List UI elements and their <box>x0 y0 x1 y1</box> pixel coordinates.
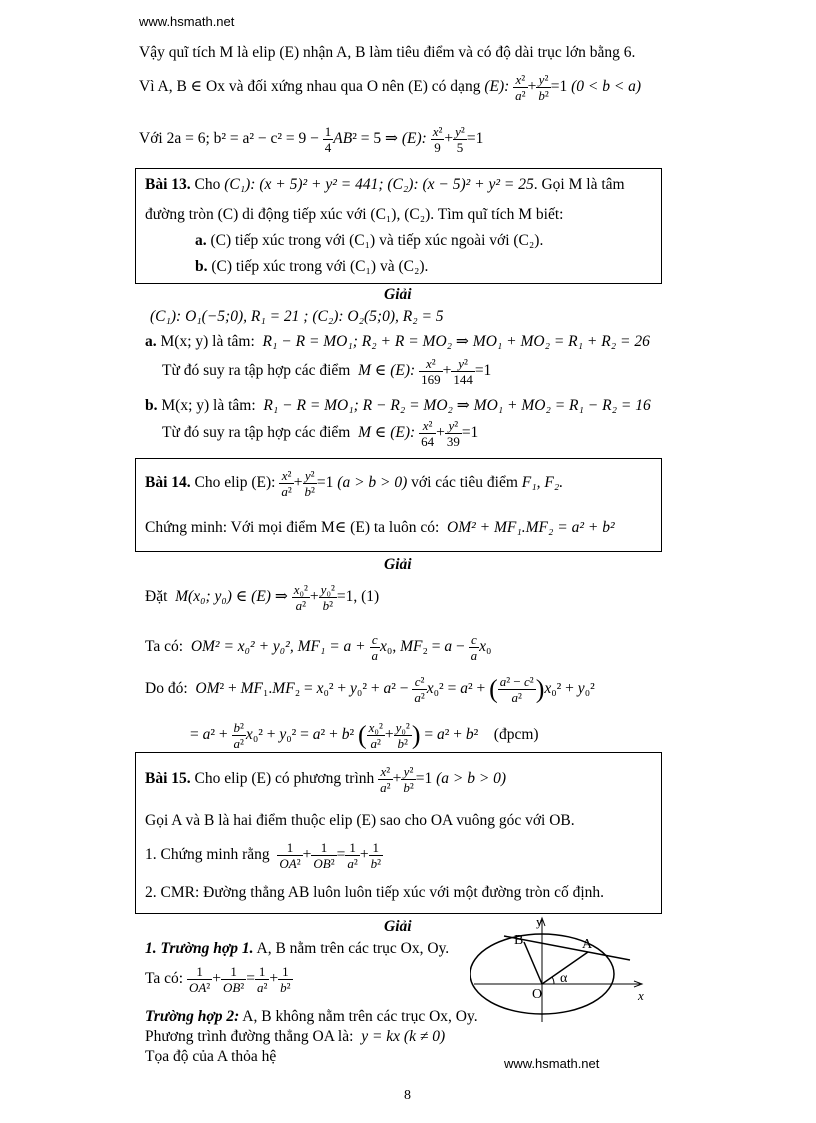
solution-13-a-text: M(x; y) là tâm: <box>160 333 255 350</box>
solution-14-final: = a² + $\frac{\text{b²}}{\text{a²}}$ x₀² + y₀² = a² + b² ( $\frac{\text{x₀²}}{\text{a²}}$ + $\frac{\text{y₀²}}{\text{b²}}$ ) = a² + b² (đpcm) <box>190 720 539 751</box>
problem-14-foci: F₁, F₂. <box>521 474 564 492</box>
intro-line2-cond: (0 < b < a) <box>571 78 642 96</box>
problem-15-line1: Bài 15. Cho elip (E) có phương trình $\frac{\text{x²}}{\text{a²}}$ + $\frac{\text{y²}}{\text{b²}}$ =1 (a > b > 0) <box>145 764 507 795</box>
solution-13-b-concl-text: Từ đó suy ra tập hợp các điểm <box>162 424 351 442</box>
problem-14-line2-math: OM² + MF₁.MF₂ = a² + b² <box>447 519 615 536</box>
solution-13-line1: (C₁): O₁(−5;0), R₁ = 21 ; (C₂): O₂(5;0), R₂ = 5 <box>150 308 444 325</box>
problem-15-line2: Gọi A và B là hai điểm thuộc elip (E) sao cho OA vuông góc với OB. <box>145 812 575 829</box>
solution-13-b-text: M(x; y) là tâm: <box>161 397 256 414</box>
intro-line1: Vậy quĩ tích M là elip (E) nhận A, B làm tiêu điểm và có độ dài trục lớn bằng 6. <box>139 44 636 61</box>
angle-arc <box>552 977 554 984</box>
solution-14-title: Giải <box>384 556 412 573</box>
problem-13-a-text: (C) tiếp xúc trong với (C₁) và tiếp xúc ngoài với (C₂). <box>210 232 544 249</box>
solution-13-a-label: a. <box>145 333 157 350</box>
solution-15-line-oa-text: Phương trình đường thẳng OA là: <box>145 1028 354 1045</box>
solution-15-case2-label: Trường hợp 2: <box>145 1008 240 1025</box>
problem-13-post: . Gọi M là tâm <box>533 176 625 193</box>
problem-13-b-text: (C) tiếp xúc trong với (C₁) và (C₂). <box>211 258 429 275</box>
header-site: www.hsmath.net <box>139 14 235 29</box>
solution-15-line-oa <box>145 1028 445 1046</box>
label-a: A <box>582 937 593 952</box>
problem-13-b-label: b. <box>195 258 208 275</box>
intro-line3: Với 2a = 6; b² = a² − c² = 9 − $\frac{1}{4}$ AB² = 5 ⇒ (E): $\frac{\text{x²}}{9}$ + $\frac{\text{y²}}{5}$ =1 <box>139 124 484 155</box>
solution-15-case2 <box>145 1008 478 1026</box>
solution-14-dpcm: (đpcm) <box>493 726 539 744</box>
label-o: O <box>532 987 543 1002</box>
intro-line2: Vì A, B ∈ Ox và đối xứng nhau qua O nên (E) có dạng (E): $\frac{\text{x²}}{\text{a²}}$ + $\frac{\text{y²}}{\text{b²}}$ =1 (0 < b < a) <box>139 72 642 103</box>
problem-13-eq2: (C₂): (x − 5)² + y² = 25 <box>387 176 534 193</box>
problem-15-label: Bài 15. <box>145 770 191 788</box>
solution-13-b-label: b. <box>145 397 158 414</box>
problem-13-b <box>195 258 428 276</box>
solution-13-title: Giải <box>384 286 412 303</box>
solution-15-toado: Tọa độ của A thỏa hệ <box>145 1048 277 1065</box>
problem-15-line4: 2. CMR: Đường thẳng AB luôn luôn tiếp xúc với một đường tròn cố định. <box>145 884 605 901</box>
problem-15-line3: 1. Chứng minh rằng $\frac{1}{\text{OA²}}$ + $\frac{1}{\text{OB²}}$ = $\frac{1}{\text{a²}}$ + $\frac{1}{\text{b²}}$ <box>145 840 381 871</box>
intro-line3-text: Với 2a = 6; b² = a² − c² = 9 − <box>139 130 319 148</box>
solution-15-case1-text: A, B nằm trên các trục Ox, Oy. <box>256 940 450 957</box>
problem-14-label: Bài 14. <box>145 474 191 492</box>
solution-13-b-concl: Từ đó suy ra tập hợp các điểm M ∈ (E): $\frac{\text{x²}}{64}$ + $\frac{\text{y²}}{39}$ =1 <box>162 418 479 449</box>
solution-15-case1 <box>145 940 449 958</box>
solution-15-case1-label: 1. Trường hợp 1. <box>145 940 254 957</box>
problem-14-line2-text: Chứng minh: Với mọi điểm M∈ (E) ta luôn có: <box>145 519 440 536</box>
problem-15-cond: (a > b > 0) <box>436 770 507 788</box>
problem-14-cond: (a > b > 0) <box>337 474 408 492</box>
solution-14-taco-math: OM² = x₀² + y₀², MF₁ = a + <box>190 638 366 656</box>
solution-14-eq-num: (1) <box>361 588 380 606</box>
solution-14-taco-label: Ta có: <box>145 638 184 656</box>
problem-15-line3-text: 1. Chứng minh rằng <box>145 846 270 864</box>
problem-14-line2 <box>145 518 615 537</box>
problem-13-eq1: (C₁): (x + 5)² + y² = 441; <box>224 176 384 193</box>
solution-14-dat-label: Đặt <box>145 588 168 606</box>
problem-14-pre: Cho elip (E): <box>194 474 276 492</box>
problem-13-a-label: a. <box>195 232 207 249</box>
solution-14-dat-math: M(x₀; y₀) ∈ (E) ⇒ <box>175 588 288 606</box>
solution-15-taco-label: Ta có: <box>145 970 184 988</box>
solution-13-a-math: R₁ − R = MO₁; R₂ + R = MO₂ ⇒ MO₁ + MO₂ = R₁ + R₂ = 26 <box>262 333 650 350</box>
solution-14-dodo-label: Do đó: <box>145 680 188 698</box>
label-x: x <box>638 988 644 1003</box>
label-b: B <box>514 933 524 948</box>
solution-14-dodo: Do đó: OM² + MF₁.MF₂ = x₀² + y₀² + a² − $\frac{\text{c²}}{\text{a²}}$ x₀² = a² + ( $\frac{\text{a² − c²}}{\text{a²}}$ )x₀² + y₀² <box>145 674 595 705</box>
footer-site: www.hsmath.net <box>504 1056 600 1071</box>
ellipse-figure <box>470 912 660 1022</box>
solution-13-a-concl: Từ đó suy ra tập hợp các điểm M ∈ (E): $\frac{\text{x²}}{169}$ + $\frac{\text{y²}}{144}$ =1 <box>162 356 492 387</box>
solution-13-a-concl-text: Từ đó suy ra tập hợp các điểm <box>162 362 351 380</box>
solution-13-b <box>145 396 651 415</box>
problem-15-pre: Cho elip (E) có phương trình <box>194 770 375 788</box>
solution-15-taco: Ta có: $\frac{1}{\text{OA²}}$ + $\frac{1}{\text{OB²}}$ = $\frac{1}{\text{a²}}$ + $\frac{1}{\text{b²}}$ <box>145 964 291 995</box>
problem-13-line1 <box>145 176 625 194</box>
problem-13-pre: Cho <box>194 176 221 193</box>
label-y: y <box>536 914 543 929</box>
problem-13-label: Bài 13. <box>145 176 191 193</box>
problem-14-line1: Bài 14. Cho elip (E): $\frac{\text{x²}}{\text{a²}}$ + $\frac{\text{y²}}{\text{b²}}$ =1 (a > b > 0) với các tiêu điểm F₁, F₂. <box>145 468 564 499</box>
page-number: 8 <box>404 1088 411 1103</box>
problem-13-a <box>195 232 543 250</box>
solution-15-title: Giải <box>384 918 412 935</box>
solution-14-taco: Ta có: OM² = x₀² + y₀², MF₁ = a + $\frac{c}{a}$ x₀, MF₂ = a − $\frac{c}{a}$ x₀ <box>145 632 492 663</box>
solution-15-case2-text: A, B không nằm trên các trục Ox, Oy. <box>242 1008 478 1025</box>
solution-13-b-math: R₁ − R = MO₁; R − R₂ = MO₂ ⇒ MO₁ + MO₂ = R₁ − R₂ = 16 <box>263 397 651 414</box>
solution-13-a <box>145 332 650 351</box>
solution-15-line-oa-math: y = kx (k ≠ 0) <box>361 1028 446 1045</box>
solution-14-dat: Đặt M(x₀; y₀) ∈ (E) ⇒ $\frac{\text{x₀²}}{\text{a²}}$ + $\frac{\text{y₀²}}{\text{b²}}$ =1, (1) <box>145 582 380 613</box>
segment-ob <box>524 942 542 984</box>
label-alpha: α <box>560 971 568 986</box>
problem-13-line2: đường tròn (C) di động tiếp xúc với (C₁), (C₂). Tìm quĩ tích M biết: <box>145 206 564 223</box>
intro-line2-text: Vì A, B ∈ Ox và đối xứng nhau qua O nên (E) có dạng <box>139 78 481 96</box>
problem-14-post: với các tiêu điểm <box>411 474 518 492</box>
